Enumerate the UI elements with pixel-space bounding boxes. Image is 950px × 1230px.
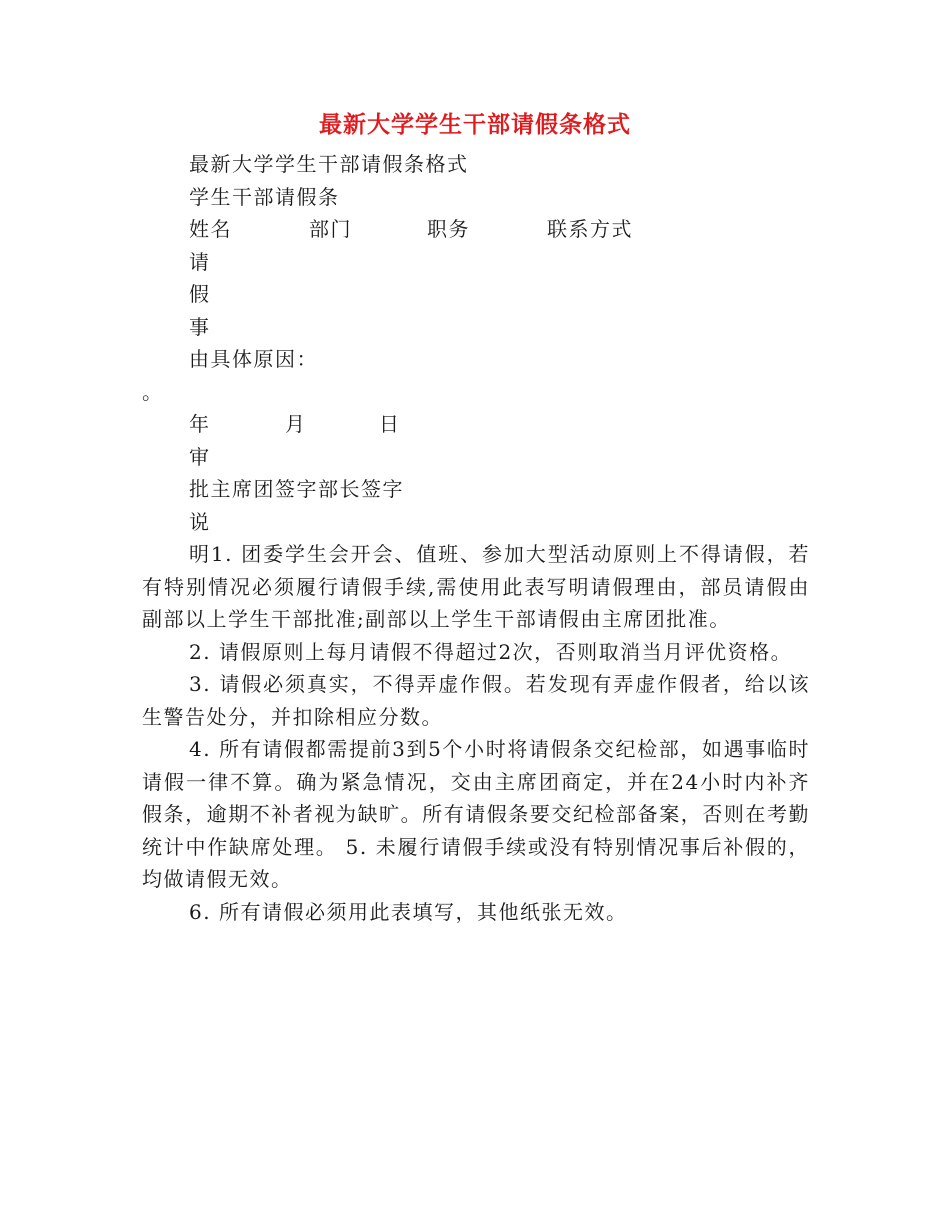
- document-title: 最新大学学生干部请假条格式: [319, 112, 631, 138]
- date-month-label: 月: [285, 412, 307, 436]
- approval-line: 批主席团签字部长签字: [189, 477, 404, 501]
- vertical-label-char: 假: [189, 282, 211, 306]
- subtitle: 最新大学学生干部请假条格式: [189, 152, 469, 176]
- date-row: [142, 408, 810, 441]
- form-title: 学生干部请假条: [189, 184, 340, 209]
- date-day-label: 日: [379, 412, 401, 436]
- approval-label-char: 审: [189, 444, 211, 469]
- field-department-label: 部门: [309, 217, 352, 241]
- note-paragraph: 2. 请假原则上每月请假不得超过2次，否则取消当月评优资格。: [189, 639, 793, 664]
- vertical-label-char: 事: [189, 314, 211, 339]
- field-name-label: 姓名: [189, 217, 232, 241]
- notes-label-char: 说: [189, 509, 211, 534]
- date-year-label: 年: [189, 412, 211, 436]
- vertical-label-char: 请: [189, 249, 211, 274]
- note-paragraph: 3. 请假必须真实，不得弄虚作假。若发现有弄虚作假者，给以该生警告处分，并扣除相应分数。: [142, 672, 810, 729]
- note-paragraph: 6. 所有请假必须用此表填写，其他纸张无效。: [189, 899, 628, 924]
- document-body: [142, 148, 810, 928]
- note-paragraph: 明1. 团委学生会开会、值班、参加大型活动原则上不得请假，若有特别情况必须履行请假手续,需使用此表写明请假理由，部员请假由副部以上学生干部批准;副部以上学生干部请假由主席团批准。: [142, 542, 810, 631]
- period-mark: 。: [142, 379, 164, 404]
- fields-row: [142, 213, 810, 246]
- note-paragraph: 4. 所有请假都需提前3到5个小时将请假条交纪检部，如遇事临时请假一律不算。确为紧急情况，交由主席团商定，并在24小时内补齐假条，逾期不补者视为缺旷。所有请假条要交纪检部备案，否则在考勤统计中作缺席处理。 5. 未履行请假手续或没有特别情况事后补假的，均做请假无效。: [142, 737, 810, 891]
- reason-label: 由具体原因：: [189, 347, 318, 371]
- field-contact-label: 联系方式: [547, 217, 633, 241]
- field-position-label: 职务: [427, 217, 470, 241]
